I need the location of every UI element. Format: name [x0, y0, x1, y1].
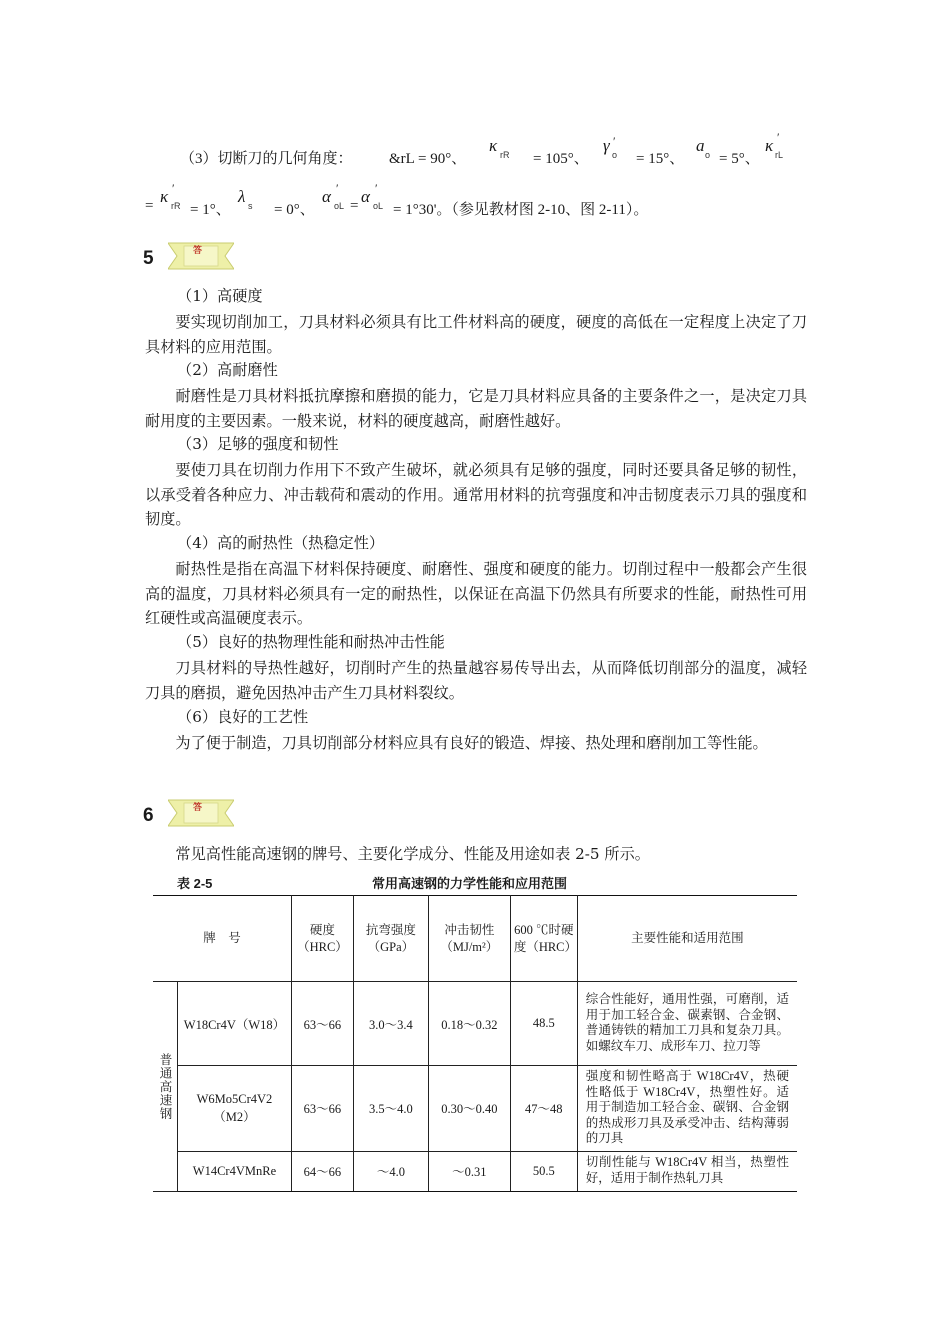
- equals-sign: =: [350, 198, 359, 214]
- lambda-symbol: λ: [238, 187, 246, 206]
- cell-hardness: 64～66: [291, 1151, 353, 1191]
- table-row: [153, 1151, 797, 1191]
- table-label: 表 2-5: [177, 876, 213, 891]
- prime-mark: ′: [613, 134, 616, 148]
- value-lambda: = 0°、: [274, 202, 315, 218]
- answer-badge: [168, 242, 234, 270]
- cell-impact: 0.18～0.32: [428, 982, 510, 1066]
- subscript-rR: rR: [500, 150, 510, 160]
- cell-hardness: 63～66: [291, 1066, 353, 1152]
- subsection-title: （1）高硬度: [177, 287, 263, 305]
- subsection-title: （4）高的耐热性（热稳定性）: [177, 534, 385, 552]
- value-alpha-end: = 1°30'。（参见教材图 2-10、图 2-11）。: [393, 202, 649, 218]
- subsection-title: （2）高耐磨性: [177, 361, 278, 379]
- cell-grade: W6Mo5Cr4V2（M2）: [178, 1066, 292, 1152]
- cell-grade: W18Cr4V（W18）: [178, 982, 292, 1066]
- header-grade: 牌 号: [153, 896, 291, 982]
- cell-hot-hardness: 47～48: [510, 1066, 577, 1152]
- paragraph: 刀具材料的导热性越好，切削时产生的热量越容易传导出去，从而降低切削部分的温度，减轻刀具的磨损，避免因热冲击产生刀具材料裂纹。: [145, 659, 807, 702]
- table-row: [153, 982, 797, 1066]
- subscript-rR: rR: [171, 201, 181, 211]
- paragraph: 要使刀具在切削力作用下不致产生破坏，就必须具有足够的强度，同时还要具备足够的韧性，以承受着各种应力、冲击载荷和震动的作用。通常用材料的抗弯强度和冲击韧度表示刀具的强度和韧度。: [145, 461, 807, 529]
- cell-grade: W14Cr4VMnRe: [178, 1151, 292, 1191]
- formula-intro: （3）切断刀的几何角度：: [180, 151, 353, 167]
- category-cell: 普通高速钢: [153, 982, 178, 1192]
- paragraph: 耐热性是指在高温下材料保持硬度、耐磨性、强度和硬度的能力。切削过程中一般都会产生很高的温度，刀具材料必须具有一定的耐热性，以保证在高温下仍然具有所要求的性能，耐热性可用红硬性或高温硬度表示。: [145, 560, 807, 628]
- subscript-o: o: [612, 150, 618, 160]
- header-usage: 主要性能和适用范围: [577, 896, 797, 982]
- cell-bending: 3.0～3.4: [353, 982, 428, 1066]
- answer-badge: [168, 799, 234, 827]
- subscript-rL: rL: [775, 150, 784, 160]
- gamma-symbol: γ: [603, 136, 610, 155]
- cell-bending: 3.5～4.0: [353, 1066, 428, 1152]
- a-symbol: a: [696, 136, 705, 155]
- subsection-title: （5）良好的热物理性能和耐热冲击性能: [177, 633, 445, 651]
- value-kr: = 105°、: [533, 151, 589, 167]
- cell-hot-hardness: 50.5: [510, 1151, 577, 1191]
- header-bending: 抗弯强度（GPa）: [353, 896, 428, 982]
- section-number: 6: [143, 805, 154, 826]
- paragraph: 耐磨性是刀具材料抵抗摩擦和磨损的能力，它是刀具材料应具备的主要条件之一，是决定刀具耐用度的主要因素。一般来说，材料的硬度越高，耐磨性越好。: [145, 387, 807, 430]
- paragraph: 为了便于制造，刀具切削部分材料应具有良好的锻造、焊接、热处理和磨削加工等性能。: [175, 734, 768, 752]
- cell-bending: ～4.0: [353, 1151, 428, 1191]
- section-number: 5: [143, 248, 154, 269]
- value-kr-prime: = 1°、: [190, 202, 231, 218]
- alpha-symbol: α: [361, 187, 370, 206]
- table-intro: 常见高性能高速钢的牌号、主要化学成分、性能及用途如表 2-5 所示。: [175, 845, 650, 863]
- table-title: 常用高速钢的力学性能和应用范围: [372, 876, 568, 891]
- cell-impact: ～0.31: [428, 1151, 510, 1191]
- subsection-title: （3）足够的强度和韧性: [177, 435, 339, 453]
- prime-mark: ′: [172, 181, 175, 195]
- header-impact: 冲击韧性（MJ/m²）: [428, 896, 510, 982]
- table-row: [153, 1066, 797, 1152]
- prime-mark: ′: [375, 181, 378, 195]
- header-hardness: 硬度（HRC）: [291, 896, 353, 982]
- badge-label: 答: [193, 246, 203, 256]
- subscript-o: o: [705, 150, 711, 160]
- subscript-oL: oL: [373, 201, 384, 211]
- steel-properties-table: [153, 895, 797, 1192]
- formula-kr-rl: &rL = 90°、: [389, 151, 467, 167]
- prime-mark: ′: [777, 130, 780, 144]
- header-hot-hardness: 600 ℃时硬度（HRC）: [510, 896, 577, 982]
- prime-mark: ′: [336, 181, 339, 195]
- value-a: = 5°、: [719, 151, 760, 167]
- value-gamma: = 15°、: [636, 151, 685, 167]
- badge-label: 答: [193, 803, 203, 813]
- kappa-symbol: κ: [160, 187, 169, 206]
- kappa-symbol: κ: [489, 136, 498, 155]
- cell-impact: 0.30～0.40: [428, 1066, 510, 1152]
- subsection-title: （6）良好的工艺性: [177, 708, 309, 726]
- alpha-symbol: α: [322, 187, 331, 206]
- paragraph: 要实现切削加工，刀具材料必须具有比工件材料高的硬度，硬度的高低在一定程度上决定了刀具材料的应用范围。: [145, 313, 807, 356]
- cell-usage: 强度和韧性略高于 W18Cr4V，热硬性略低于 W18Cr4V，热塑性好。适用于制造加工轻合金、碳钢、合金钢的热成形刀具及承受冲击、结构薄弱的刀具: [577, 1066, 797, 1152]
- equals-sign: =: [145, 198, 154, 214]
- subscript-s: s: [248, 201, 253, 211]
- subscript-oL: oL: [334, 201, 345, 211]
- cell-usage: 综合性能好，通用性强，可磨削，适用于加工轻合金、碳素钢、合金钢、普通铸铁的精加工刀具和复杂刀具。如螺纹车刀、成形车刀、拉刀等: [577, 982, 797, 1066]
- cell-hot-hardness: 48.5: [510, 982, 577, 1066]
- cell-usage: 切削性能与 W18Cr4V 相当，热塑性好，适用于制作热轧刀具: [577, 1151, 797, 1191]
- table-header-row: [153, 896, 797, 982]
- kappa-symbol: κ: [765, 136, 774, 155]
- cell-hardness: 63～66: [291, 982, 353, 1066]
